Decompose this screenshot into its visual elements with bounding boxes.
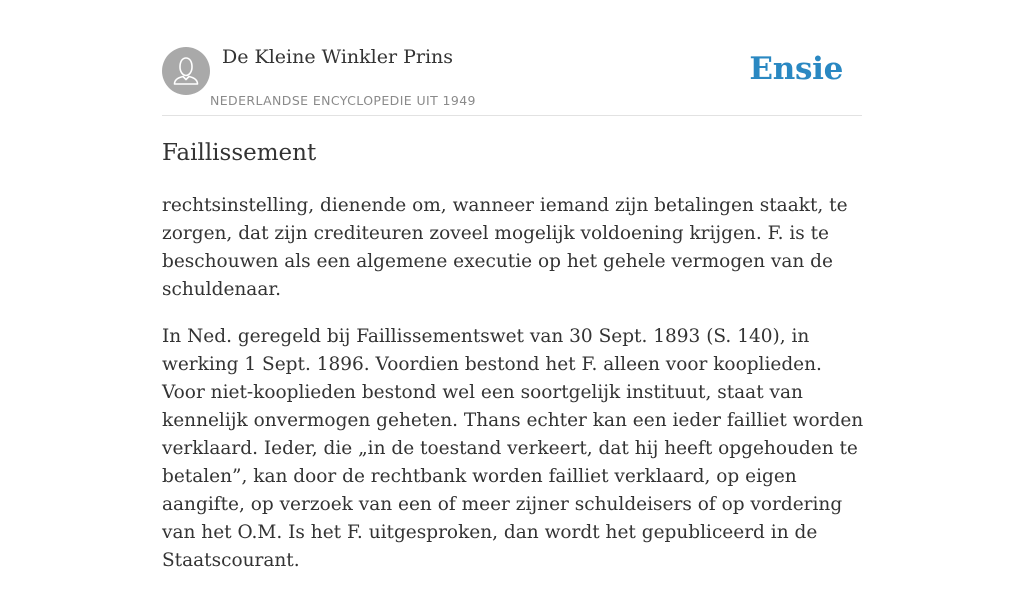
user-icon (162, 47, 210, 95)
article-paragraph: In Ned. geregeld bij Faillissementswet van 30 Sept. 1893 (S. 140), in werking 1 Sept. 1896. Voordien bestond het F. alleen voor kooplieden. Voor niet-kooplieden bestond wel een soortgelijk instituut, staat van kennelijk onvermogen geheten. Thans echter kan een ieder failliet worden verklaard. Ieder, die „in de toestand verkeert, dat hij heeft opgehouden te betalen”, kan door de rechtbank worden failliet verklaard, op eigen aangifte, op verzoek van een of meer zijner schuldeisers of op vordering van het O.M. Is het F. uitgesproken, dan wordt het gepubliceerd in de Staatscourant. (162, 326, 864, 571)
encyclopedia-subtitle: NEDERLANDSE ENCYCLOPEDIE UIT 1949 (210, 93, 476, 108)
article-paragraph: rechtsinstelling, dienende om, wanneer iemand zijn betalingen staakt, te zorgen, dat zijn crediteuren zoveel mogelijk voldoening krijgen. F. is te beschouwen als een algemene executie op het gehele vermogen van de schuldenaar. (162, 195, 848, 300)
ensie-logo[interactable]: Ensie (749, 51, 843, 87)
header (162, 0, 862, 116)
author-name[interactable]: De Kleine Winkler Prins (222, 46, 454, 68)
article-body (162, 192, 866, 594)
page-title: Faillissement (162, 140, 317, 166)
avatar[interactable] (162, 47, 210, 95)
page (162, 0, 864, 571)
